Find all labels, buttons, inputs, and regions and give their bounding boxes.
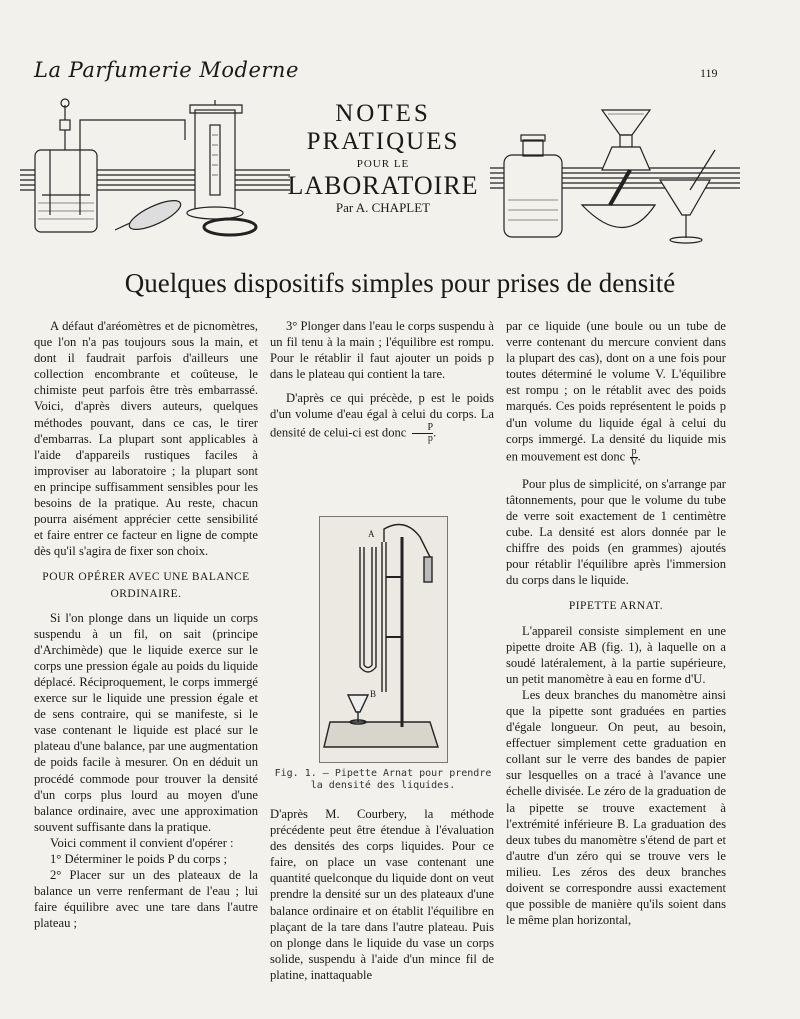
text-column-3 <box>506 318 726 928</box>
fraction-denominator: p <box>427 432 433 444</box>
text-column-2-bottom <box>270 806 494 983</box>
text-column-1 <box>34 318 258 931</box>
paragraph: Voici comment il convient d'opérer : <box>50 835 234 850</box>
paragraph-text: par ce liquide (une boule ou un tube de verre contenant du mercure convient dans la plupart des cas), dont on a une fois pour toutes déterminé le volume V. L'équilibre est rompu ; on le rétablit avec des poids marqués. Ces poids représentent le poids p d'un volume du liquide égal à celui du corps immergé. La densité du liquide mis en mouvement est donc <box>506 319 726 464</box>
paragraph: Si l'on plonge dans un liquide un corps suspendu à un fil, on sait (principe d'Archimède) que le liquide exerce sur le corps une pression égale au poids du liquide déplacé. Réciproquement, le corps immergé exerce sur le liquide une pression égale et de sens contraire, qui se manifeste, si le vase contenant le liquide est placé sur le plateau d'une balance, par une augmentation de poids facile à mesurer. On en déduit un procédé commode pour trouver la densité d'un corps plus lourd au moyen d'une balance ordinaire, avec une approximation souvent suffisante dans la pratique. <box>34 610 258 834</box>
paragraph: D'après M. Courbery, la méthode précédente peut être étendue à l'évaluation des densités des corps liquides. Pour ce faire, on place un vase contenant une quantité quelconque du liquide dont on veut prendre la densité sur un des plateaux d'une balance ordinaire et on établit l'équilibre en plaçant de la tare dans l'autre plateau. Puis on plonge dans le liquide du vase un corps solide, suspendu à l'aide d'un mince fil de platine, inattaquable <box>270 807 494 982</box>
paragraph: Pour plus de simplicité, on s'arrange par tâtonnements, pour que le volume du tube de verre soit exactement de 1 centimètre cube. La densité est alors donnée par le chiffre des poids (en grammes) ajoutés pour rétablir l'équilibre après l'immersion du corps dans le liquide. <box>506 476 726 588</box>
figure-pipette-arnat <box>319 516 448 763</box>
author-byline: Par A. CHAPLET <box>335 200 431 215</box>
heading-laboratoire: LABORATOIRE <box>287 171 479 200</box>
paragraph-text: D'après ce qui précède, p est le poids d'un volume d'eau égal à celui du corps. La densité de celui-ci est donc <box>270 391 494 439</box>
paragraph: 1° Déterminer le poids P du corps ; <box>50 852 228 866</box>
page-number: 119 <box>700 66 718 80</box>
paragraph-end: . <box>433 424 437 439</box>
text-column-2-top <box>270 318 494 444</box>
lab-apparatus-illustration-left <box>20 95 290 245</box>
fraction-denominator: V <box>630 456 638 468</box>
subsection-heading: POUR OPÉRER AVEC UNE BALANCE ORDINAIRE. <box>42 571 250 600</box>
figure-caption: Fig. 1. — Pipette Arnat pour prendre la densité des liquides. <box>274 768 492 791</box>
paragraph: A défaut d'aréomètres et de picnomètres, que l'on n'a pas toujours sous la main, et dont il faudrait parfois d'ailleurs une collection encombrante et coûteuse, le chimiste peut parfois être très embarrassé. Voici, d'après divers auteurs, quelques méthodes pouvant, dans ce cas, le tirer d'embarras. La plupart sont applicables à l'aide d'appareils rustiques faciles à improviser au laboratoire ; la plupart sont en principe suffisamment sensibles pour les besoins de la pratique. Au reste, chacun pourra aisément apprécier cette sensibilité et faire entrer ce facteur en ligne de compte dès qu'il s'agira de fixer son choix. <box>34 319 258 559</box>
subsection-heading: PIPETTE ARNAT. <box>568 600 664 613</box>
fraction-numerator: p <box>631 445 637 457</box>
paragraph: L'appareil consiste simplement en une pipette droite AB (fig. 1), à laquelle on a soudé latéralement, à la partie supérieure, un petit manomètre à eau en forme d'U. <box>506 623 726 686</box>
paragraph: Les deux branches du manomètre ainsi que la pipette sont graduées en parties d'égale longueur. On peut, au besoin, effectuer simplement cette graduation en collant sur le verre des bandes de papier sur lesquelles on a tracé à l'avance une échelle divisée. Le zéro de la graduation de la pipette se trouve exactement à l'extrémité inférieure B. La graduation des deux tubes du manomètre s'étend de part et d'autre d'un zéro qui se trouve vers le milieu. Les zéros des deux branches doivent se correspondre aussi exactement que possible de manière qu'ils soient dans le même plan horizontal, <box>506 687 726 928</box>
fraction-numerator: P <box>412 423 434 434</box>
paragraph-with-formula <box>506 318 726 468</box>
paragraph-end: . <box>637 449 641 464</box>
article-title: Quelques dispositifs simples pour prises de densité <box>124 268 676 298</box>
figure-label-b: B <box>370 689 377 699</box>
lab-apparatus-illustration-right <box>490 100 740 250</box>
paragraph: 3° Plonger dans l'eau le corps suspendu à un fil tenu à la main ; l'équilibre est rompu. Pour le rétablir il faut ajouter un poids p dans le plateau qui contient la tare. <box>270 319 494 382</box>
figure-label-a: A <box>368 529 375 539</box>
heading-pratiques: PRATIQUES <box>306 128 460 155</box>
density-fraction <box>630 447 637 468</box>
running-title: La Parfumerie Moderne <box>34 58 299 82</box>
paragraph-with-formula <box>270 390 494 443</box>
section-heading-block <box>268 100 498 216</box>
paragraph: 2° Placer sur un des plateaux de la balance un verre renfermant de l'eau ; lui faire équilibre avec une tare dans l'autre plateau ; <box>34 868 258 931</box>
heading-notes: NOTES <box>335 100 431 127</box>
density-fraction <box>412 421 437 444</box>
heading-pour-le: POUR LE <box>356 158 410 170</box>
